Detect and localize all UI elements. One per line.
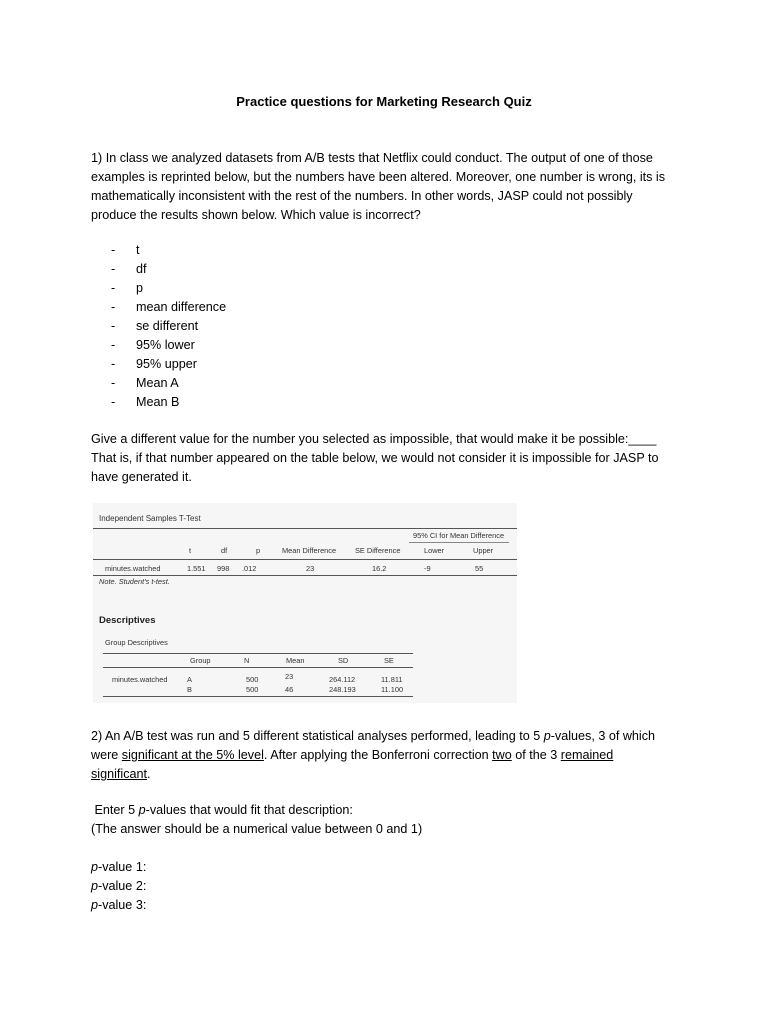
- option-item: - 95% lower: [111, 338, 195, 352]
- cell-se-a: 11.811: [381, 675, 403, 684]
- p-value-label-text: -value 2:: [98, 879, 147, 893]
- option-item: - Mean A: [111, 376, 179, 390]
- col-t: t: [189, 546, 192, 555]
- divider: [93, 528, 517, 529]
- cell-n-b: 500: [246, 685, 259, 694]
- cell-group-a: A: [187, 675, 192, 684]
- q2-text-part: . After applying the Bonferroni correction: [263, 748, 493, 762]
- col-n: N: [244, 656, 250, 665]
- option-item: - se different: [111, 319, 199, 333]
- cell-group-b: B: [187, 685, 192, 694]
- descriptives-heading: Descriptives: [99, 615, 156, 626]
- cell-p: .012: [242, 564, 257, 573]
- q2-underlined-significant-5: significant at the 5% level: [121, 748, 264, 762]
- cell-t: 1.551: [187, 564, 206, 573]
- divider: [409, 542, 509, 543]
- option-label: t: [136, 243, 140, 257]
- divider: [103, 667, 413, 668]
- q2-instruction: [91, 801, 353, 820]
- q2-text-part: .: [147, 767, 151, 781]
- ttest-note: Note. Student's t-test.: [99, 577, 170, 586]
- cell-n-a: 500: [246, 675, 259, 684]
- cell-upper: 55: [475, 564, 484, 573]
- col-se-difference: SE Difference: [355, 546, 401, 555]
- option-item: - mean difference: [111, 300, 227, 314]
- q2-underlined-two: two: [492, 748, 512, 762]
- col-df: df: [221, 546, 228, 555]
- q2-p-italic: p: [543, 729, 551, 743]
- q2-p-italic: p: [91, 879, 99, 893]
- col-group: Group: [190, 656, 211, 665]
- ttest-row-label: minutes.watched: [105, 564, 161, 573]
- option-label: 95% lower: [136, 338, 195, 352]
- p-value-label-text: -value 3:: [98, 898, 147, 912]
- q2-hint: (The answer should be a numerical value between 0 and 1): [91, 822, 423, 836]
- divider: [93, 575, 517, 576]
- q2-instruction-part: Enter 5: [91, 803, 139, 817]
- option-label: df: [136, 262, 147, 276]
- p-value-1-label: [91, 858, 146, 877]
- q2-p-italic: p: [91, 860, 99, 874]
- option-item: - df: [111, 262, 147, 276]
- q2-underlined-remained-significant: remained significant: [91, 748, 614, 781]
- option-item: - 95% upper: [111, 357, 197, 371]
- col-upper: Upper: [473, 546, 494, 555]
- descriptives-row-label: minutes.watched: [112, 675, 168, 684]
- cell-mean-b: 46: [285, 685, 294, 694]
- q2-text-part: 2) An A/B test was run and 5 different statistical analyses performed, leading to 5: [91, 729, 544, 743]
- option-label: se different: [136, 319, 199, 333]
- col-se: SE: [384, 656, 394, 665]
- page-title: Practice questions for Marketing Research Quiz: [236, 94, 532, 109]
- ci-header: 95% CI for Mean Difference: [413, 531, 505, 540]
- col-sd: SD: [338, 656, 349, 665]
- col-mean-difference: Mean Difference: [282, 546, 337, 555]
- p-value-label-text: -value 1:: [98, 860, 147, 874]
- col-lower: Lower: [424, 546, 445, 555]
- question-1-text: 1) In class we analyzed datasets from A/B tests that Netflix could conduct. The output of one of those examples is reprinted below, but the numbers have been altered. Moreover, one number is wrong, its is mathematically inconsistent with the rest of the numbers. In other words, JASP could not possibly produce the results shown below. Which value is incorrect?: [91, 151, 666, 222]
- option-label: 95% upper: [136, 357, 197, 371]
- option-label: Mean B: [136, 395, 180, 409]
- cell-mean-a: 23: [285, 672, 294, 681]
- option-item: - p: [111, 281, 144, 295]
- q2-text-part: of the 3: [511, 748, 561, 762]
- question-1-followup: Give a different value for the number you selected as impossible, that would make it be possible:____ That is, if that number appeared on the table below, we would not consider it is impossible for JASP to have generated it.: [91, 432, 659, 484]
- cell-se-b: 11.100: [381, 685, 404, 694]
- cell-mean-difference: 23: [306, 564, 315, 573]
- col-p: p: [256, 546, 261, 555]
- descriptives-subheading: Group Descriptives: [105, 638, 168, 647]
- divider: [93, 559, 517, 560]
- option-label: mean difference: [136, 300, 227, 314]
- q2-instruction-part: -values that would fit that description:: [145, 803, 353, 817]
- cell-lower: -9: [424, 564, 431, 573]
- divider: [103, 653, 413, 654]
- q2-text-part: -values, 3 of which were: [91, 729, 656, 762]
- question-1-options: [111, 241, 226, 412]
- p-value-2-label: [91, 877, 146, 896]
- jasp-output-image: [93, 503, 517, 703]
- cell-df: 998: [217, 564, 230, 573]
- option-label: Mean A: [136, 376, 179, 390]
- option-item: - t: [111, 243, 140, 257]
- cell-sd-b: 248.193: [329, 685, 356, 694]
- cell-se-difference: 16.2: [372, 564, 387, 573]
- q2-p-italic: p: [91, 898, 99, 912]
- cell-sd-a: 264.112: [329, 675, 356, 684]
- question-2-text: [91, 727, 671, 784]
- option-label: p: [136, 281, 144, 295]
- option-item: - Mean B: [111, 395, 180, 409]
- col-mean: Mean: [286, 656, 305, 665]
- q2-p-italic: p: [138, 803, 146, 817]
- ttest-title: Independent Samples T-Test: [99, 514, 201, 523]
- p-value-3-label: [91, 896, 146, 915]
- divider: [103, 696, 413, 697]
